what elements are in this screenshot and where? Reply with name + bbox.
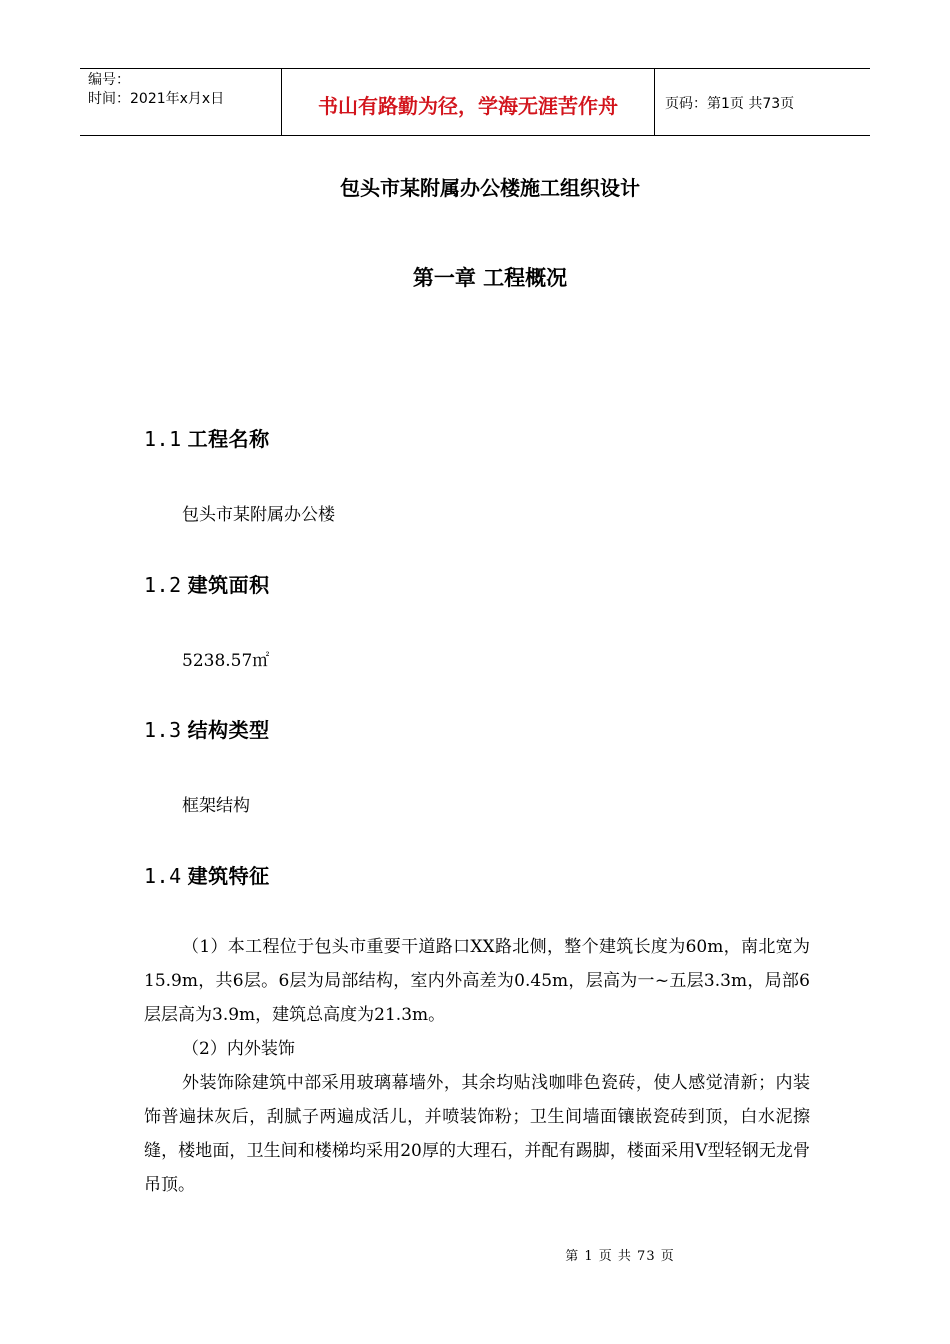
- chapter-title: 第一章 工程概况: [412, 266, 568, 290]
- section-body-1-2: 5238.57㎡: [182, 651, 270, 671]
- section-heading-1-2: [144, 569, 270, 598]
- section-title: 建筑特征: [187, 864, 270, 888]
- section-number: 1.1: [144, 427, 182, 451]
- page-footer: 第 1 页 共 73 页: [565, 1249, 675, 1264]
- paragraph: 外装饰除建筑中部采用玻璃幕墙外，其余均贴浅咖啡色瓷砖，使人感觉清新；内装饰普遍抹灰后，刮腻子两遍成活儿，并喷装饰粉；卫生间墙面镶嵌瓷砖到顶，白水泥擦缝，楼地面，卫生间和楼梯均采用20厚的大理石，并配有踢脚，楼面采用V型轻钢无龙骨吊顶。: [144, 1073, 810, 1195]
- section-heading-1-3: [144, 714, 270, 743]
- section-body-1-3: 框架结构: [182, 796, 250, 816]
- number-label: 编号：: [88, 72, 130, 88]
- section-number: 1.4: [144, 864, 182, 888]
- page-header: [80, 68, 870, 136]
- section-number: 1.3: [144, 718, 182, 742]
- section-heading-1-1: [144, 423, 270, 452]
- section-number: 1.2: [144, 573, 182, 597]
- section-title: 结构类型: [187, 718, 270, 742]
- paragraph: （2）内外装饰: [182, 1039, 295, 1059]
- section-title: 工程名称: [187, 427, 270, 451]
- section-title: 建筑面积: [187, 573, 270, 597]
- section-body-1-1: 包头市某附属办公楼: [182, 505, 335, 525]
- header-page-info: 页码：第1页 共73页: [665, 96, 795, 112]
- header-meta: [80, 69, 281, 135]
- header-slogan: 书山有路勤为径，学海无涯苦作舟: [281, 69, 655, 135]
- section-1-4-content: [144, 930, 810, 1202]
- document-title: 包头市某附属办公楼施工组织设计: [340, 176, 640, 200]
- paragraph: （1）本工程位于包头市重要干道路口XX路北侧，整个建筑长度为60m，南北宽为15.9m，共6层。6层为局部结构，室内外高差为0.45m，层高为一~五层3.3m，局部6层层高为3.9m，建筑总高度为21.3m。: [144, 937, 810, 1025]
- time-label: 时间：2021年x月x日: [88, 91, 225, 107]
- section-heading-1-4: [144, 860, 270, 889]
